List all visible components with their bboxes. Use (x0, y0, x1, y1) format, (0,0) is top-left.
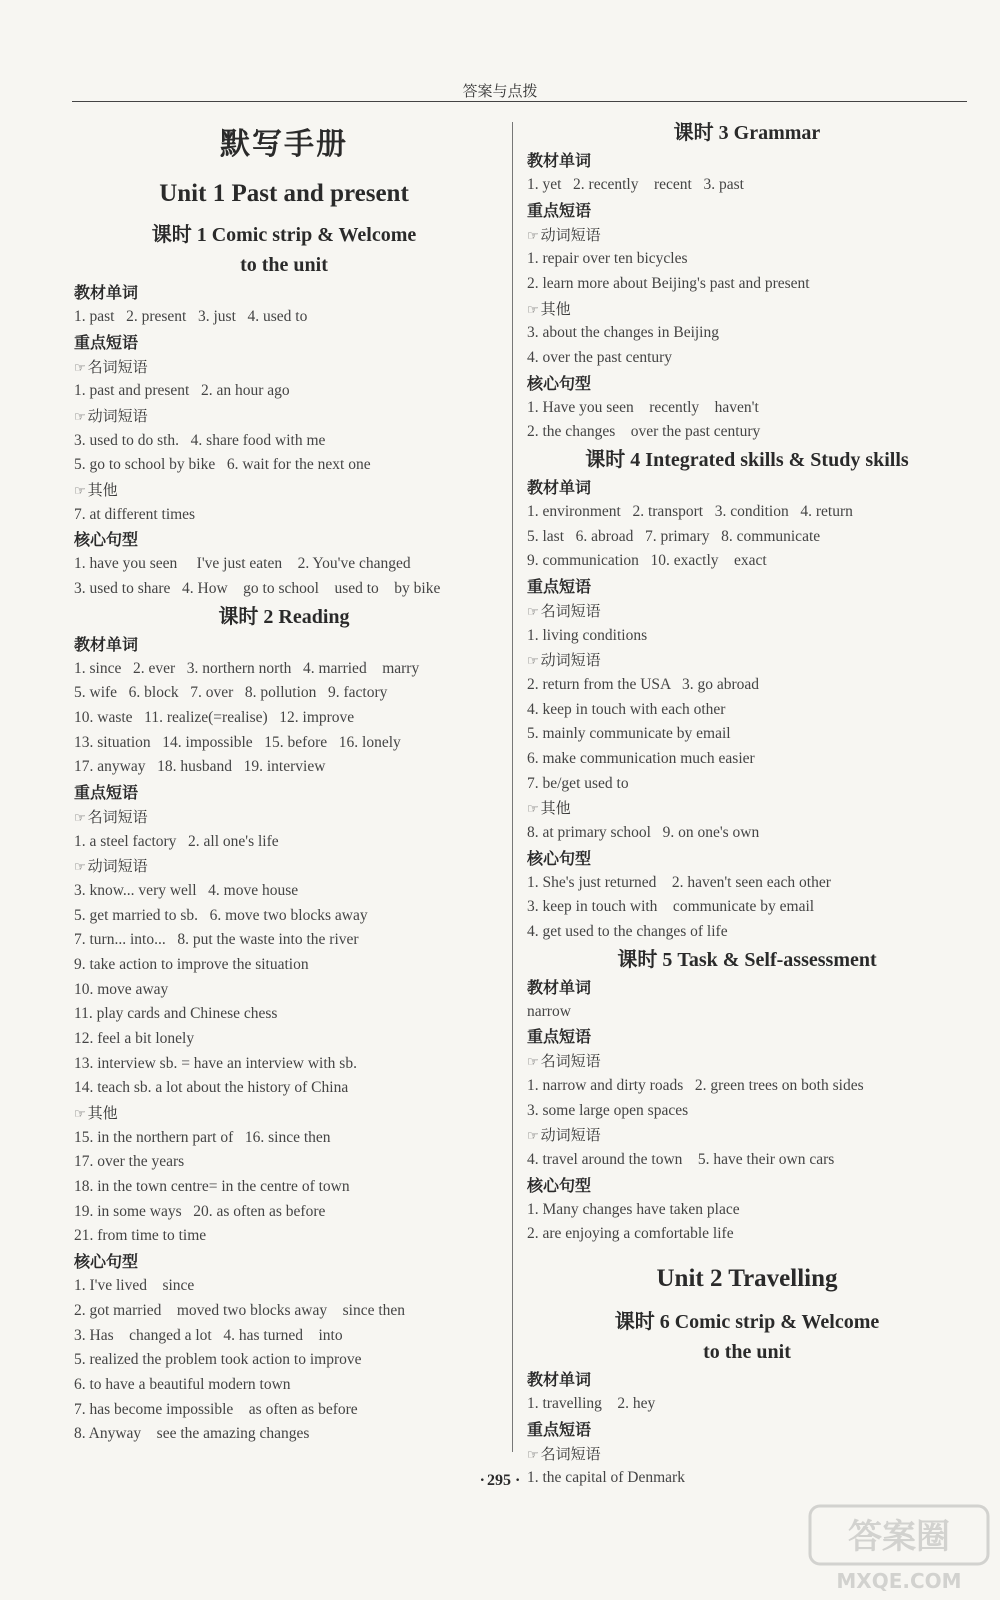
page-number: · 295 · (0, 1472, 1000, 1490)
answer-line: 6. to have a beautiful modern town (74, 1375, 291, 1393)
answer-line: 5. mainly communicate by email (527, 725, 731, 743)
key-sentences-heading: 核心句型 (74, 1252, 139, 1272)
answer-line: 4. keep in touch with each other (527, 700, 726, 718)
answer-line: 5. get married to sb. 6. move two blocks away (74, 906, 368, 924)
lesson-3-title: 课时 3 Grammar (673, 122, 821, 144)
answer-line: 1. repair over ten bicycles (527, 250, 688, 268)
lesson-6-title-line1: 课时 6 Comic strip & Welcome (614, 1311, 880, 1334)
answer-line: 10. move away (74, 980, 169, 998)
answer-line: 9. communication 10. exactly exact (527, 552, 767, 570)
answer-line: 12. feel a bit lonely (74, 1030, 195, 1048)
other-heading: ☞ 其他 (74, 1101, 494, 1126)
answer-line: 8. Anyway see the amazing changes (74, 1425, 310, 1443)
watermark-text: 答案圈 (848, 1517, 950, 1557)
key-phrases-heading: 重点短语 (74, 783, 139, 803)
textbook-words-heading: 教材单词 (527, 977, 592, 997)
key-sentences-heading: 核心句型 (74, 530, 139, 550)
answer-line: 2. got married moved two blocks away since then (74, 1301, 406, 1319)
answer-line: 2. are enjoying a comfortable life (527, 1225, 734, 1243)
watermark-url: MXQE.COM (836, 1569, 962, 1593)
answer-line: 10. waste 11. realize(=realise) 12. improve (74, 708, 355, 726)
answer-line: 9. take action to improve the situation (74, 955, 309, 973)
left-column (74, 118, 494, 1447)
watermark-logo (804, 1500, 994, 1595)
lesson-4-title: 课时 4 Integrated skills & Study skills (585, 449, 909, 471)
lesson-1-title-line1: 课时 1 Comic strip & Welcome (151, 224, 417, 246)
answer-line: 8. at primary school 9. on one's own (527, 823, 760, 841)
answer-line: 2. return from the USA 3. go abroad (527, 675, 760, 693)
answer-line: 1. Many changes have taken place (527, 1200, 740, 1218)
key-phrases-heading: 重点短语 (74, 332, 139, 352)
answer-line: 1. yet 2. recently recent 3. past (527, 176, 744, 193)
answer-line: narrow (527, 1002, 571, 1020)
answer-line: 1. have you seen I've just eaten 2. You've changed (74, 555, 411, 573)
key-sentences-heading: 核心句型 (527, 373, 592, 393)
answer-line: 5. go to school by bike 6. wait for the next one (74, 456, 371, 474)
answer-line: 3. about the changes in Beijing (527, 324, 719, 342)
answer-line: 3. some large open spaces (527, 1101, 689, 1119)
verb-phrases-heading: ☞ 动词短语 (74, 854, 494, 879)
noun-phrases-heading: ☞ 名词短语 (74, 355, 494, 380)
answer-line: 3. keep in touch with communicate by email (527, 898, 815, 916)
other-heading: ☞ 其他 (527, 796, 967, 821)
answer-line: 11. play cards and Chinese chess (74, 1005, 278, 1023)
answer-line: 2. the changes over the past century (527, 423, 761, 441)
answer-line: 7. be/get used to (527, 774, 629, 792)
column-divider (512, 122, 513, 1452)
key-phrases-heading: 重点短语 (527, 200, 592, 220)
key-phrases-heading: 重点短语 (527, 577, 592, 597)
answer-line: 7. at different times (74, 505, 196, 523)
answer-line: 1. travelling 2. hey (527, 1395, 656, 1413)
textbook-words-heading: 教材单词 (527, 151, 592, 170)
answer-line: 15. in the northern part of 16. since then (74, 1128, 331, 1146)
answer-line: 7. turn... into... 8. put the waste into the river (74, 931, 359, 949)
answer-line: 5. wife 6. block 7. over 8. pollution 9. factory (74, 684, 388, 702)
answer-line: 1. I've lived since (74, 1277, 195, 1295)
answer-line: 1. past 2. present 3. just 4. used to (74, 308, 308, 325)
answer-line: 1. living conditions (527, 626, 648, 644)
noun-phrases-heading: ☞ 名词短语 (527, 1442, 967, 1467)
answer-line: 3. Has changed a lot 4. has turned into (74, 1326, 343, 1344)
answer-line: 1. narrow and dirty roads 2. green trees on both sides (527, 1077, 864, 1094)
lesson-6-title-line2: to the unit (703, 1341, 791, 1364)
answer-line: 3. used to do sth. 4. share food with me (74, 431, 326, 449)
textbook-words-heading: 教材单词 (527, 478, 592, 497)
key-phrases-heading: 重点短语 (527, 1027, 592, 1047)
answer-line: 1. past and present 2. an hour ago (74, 382, 290, 400)
other-heading: ☞ 其他 (527, 297, 967, 322)
answer-line: 3. used to share 4. How go to school used to by bike (74, 579, 441, 597)
key-phrases-heading: 重点短语 (527, 1419, 592, 1439)
verb-phrases-heading: ☞ 动词短语 (527, 1123, 967, 1148)
answer-line: 1. the capital of Denmark (527, 1469, 685, 1487)
answer-line: 17. over the years (74, 1153, 185, 1171)
answer-line: 17. anyway 18. husband 19. interview (74, 758, 326, 776)
verb-phrases-heading: ☞ 动词短语 (74, 404, 494, 429)
answer-line: 4. get used to the changes of life (527, 923, 728, 941)
lesson-5-title: 课时 5 Task & Self-assessment (617, 948, 877, 971)
answer-line: 4. travel around the town 5. have their own cars (527, 1150, 835, 1168)
header-rule (72, 101, 967, 102)
answer-line: 7. has become impossible as often as before (74, 1400, 358, 1418)
answer-line: 19. in some ways 20. as often as before (74, 1202, 326, 1220)
answer-line: 18. in the town centre= in the centre of town (74, 1178, 350, 1196)
answer-line: 1. Have you seen recently haven't (527, 398, 759, 416)
answer-line: 14. teach sb. a lot about the history of China (74, 1079, 349, 1097)
right-column (527, 118, 967, 1491)
unit-1-title: Unit 1 Past and present (159, 180, 409, 207)
textbook-words-heading: 教材单词 (527, 1370, 592, 1390)
noun-phrases-heading: ☞ 名词短语 (527, 1049, 967, 1074)
answer-line: 1. a steel factory 2. all one's life (74, 832, 279, 850)
answer-line: 1. since 2. ever 3. northern north 4. married marry (74, 659, 420, 677)
answer-line: 13. interview sb. = have an interview with sb. (74, 1054, 357, 1072)
answer-line: 6. make communication much easier (527, 750, 755, 767)
running-head: 答案与点拨 (462, 82, 538, 100)
answer-line: 1. environment 2. transport 3. condition 4. return (527, 503, 853, 520)
noun-phrases-heading: ☞ 名词短语 (527, 599, 967, 624)
answer-line: 2. learn more about Beijing's past and present (527, 274, 810, 292)
lesson-2-title: 课时 2 Reading (218, 605, 350, 628)
answer-line: 1. She's just returned 2. haven't seen each other (527, 873, 831, 891)
key-sentences-heading: 核心句型 (527, 848, 592, 868)
answer-line: 3. know... very well 4. move house (74, 881, 299, 899)
other-heading: ☞ 其他 (74, 478, 494, 503)
answer-line: 5. realized the problem took action to improve (74, 1351, 362, 1369)
handbook-title: 默写手册 (220, 127, 348, 162)
textbook-words-heading: 教材单词 (74, 634, 139, 654)
noun-phrases-heading: ☞ 名词短语 (74, 805, 494, 830)
verb-phrases-heading: ☞ 动词短语 (527, 648, 967, 673)
textbook-words-heading: 教材单词 (74, 283, 139, 302)
answer-line: 13. situation 14. impossible 15. before 16. lonely (74, 733, 401, 751)
lesson-1-title-line2: to the unit (240, 254, 328, 276)
answer-line: 4. over the past century (527, 348, 673, 366)
unit-2-title: Unit 2 Travelling (656, 1265, 838, 1293)
verb-phrases-heading: ☞ 动词短语 (527, 223, 967, 248)
key-sentences-heading: 核心句型 (527, 1175, 592, 1195)
answer-line: 5. last 6. abroad 7. primary 8. communicate (527, 527, 821, 545)
answer-line: 21. from time to time (74, 1227, 207, 1245)
